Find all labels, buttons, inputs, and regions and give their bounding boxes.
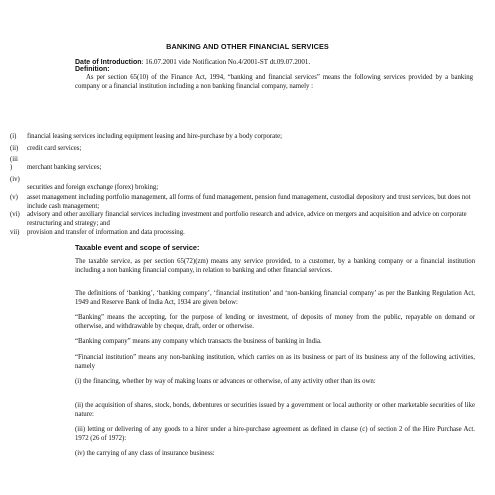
list-item-text: credit card services; (27, 145, 82, 152)
introduction-line (75, 58, 475, 67)
list-number: (i) (10, 133, 17, 140)
list-item-text: provision and transfer of information and data processing. (27, 229, 185, 236)
list-item-text: advisory and other auxiliary financial services including investment and portfolio research and advice, advice on mergers and acquisition and advice on corporate restructuring and strategy; and (27, 211, 467, 227)
paragraph: (iii) letting or delivering of any goods to a hirer under a hire-purchase agreement as defined in clause (c) of section 2 of the Hire Purchase Act. 1972 (26 of 1972): (75, 426, 475, 442)
list-number: (ii) (10, 145, 19, 152)
list-number: (iv) (10, 176, 20, 183)
paragraph: (i) the financing, whether by way of making loans or advances or otherwise, of any activity other than its own: (75, 378, 376, 385)
list-number: (vi) (10, 211, 20, 218)
paragraph: “Banking company” means any company which transacts the business of banking in India. (75, 338, 322, 345)
list-number: ) (10, 164, 13, 171)
section-heading: Taxable event and scope of service: (75, 243, 200, 252)
definition-text: As per section 65(10) of the Finance Act, 1994, “banking and financial services” means the following services provided by a banking company or a financial institution including a non banking financial company, namely : (75, 74, 473, 90)
list-number: (v) (10, 194, 18, 201)
paragraph: (ii) the acquisition of shares, stock, bonds, debentures or securities issued by a government or local authority or other marketable securities of like nature: (75, 402, 475, 418)
paragraph: The definitions of ‘banking’, ‘banking company’, ‘financial institution’ and ‘non-banking financial company’ as per the Banking Regulation Act, 1949 and Reserve Bank of India Act, 1934 are given below: (75, 290, 475, 306)
list-item-text: securities and foreign exchange (forex) broking; (27, 184, 159, 191)
list-number: (iii (10, 156, 18, 163)
list-item-text: financial leasing services including equipment leasing and hire-purchase by a body corporate; (27, 133, 282, 140)
introduction-label: Date of Introduction (75, 59, 142, 66)
paragraph: “Financial institution” means any non-banking institution, which carries on as its business or part of its business any of the following activities, namely (75, 354, 475, 370)
introduction-value: : 16.07.2001 vide Notification No.4/2001-ST dt.09.07.2001. (141, 58, 311, 66)
list-number: vii) (10, 229, 20, 236)
list-item-text: asset management including portfolio management, all forms of fund management, pension fund management, custodial depository and trust services, but does not include cash management; (27, 194, 471, 210)
list-item-text: merchant banking services; (27, 164, 102, 171)
document-title: BANKING AND OTHER FINANCIAL SERVICES (166, 42, 329, 51)
paragraph: (iv) the carrying of any class of insurance business: (75, 450, 215, 457)
paragraph: The taxable service, as per section 65(72)(zm) means any service provided, to a customer, by a banking company or a financial institution including a non banking financial company, in relation to banking and other financial services. (75, 258, 475, 274)
definition-label: Definition: (75, 66, 110, 73)
paragraph: “Banking” means the accepting, for the purpose of lending or investment, of deposits of money from the public, repayable on demand or otherwise, and withdrawable by cheque, draft, order or otherwise. (75, 314, 475, 330)
